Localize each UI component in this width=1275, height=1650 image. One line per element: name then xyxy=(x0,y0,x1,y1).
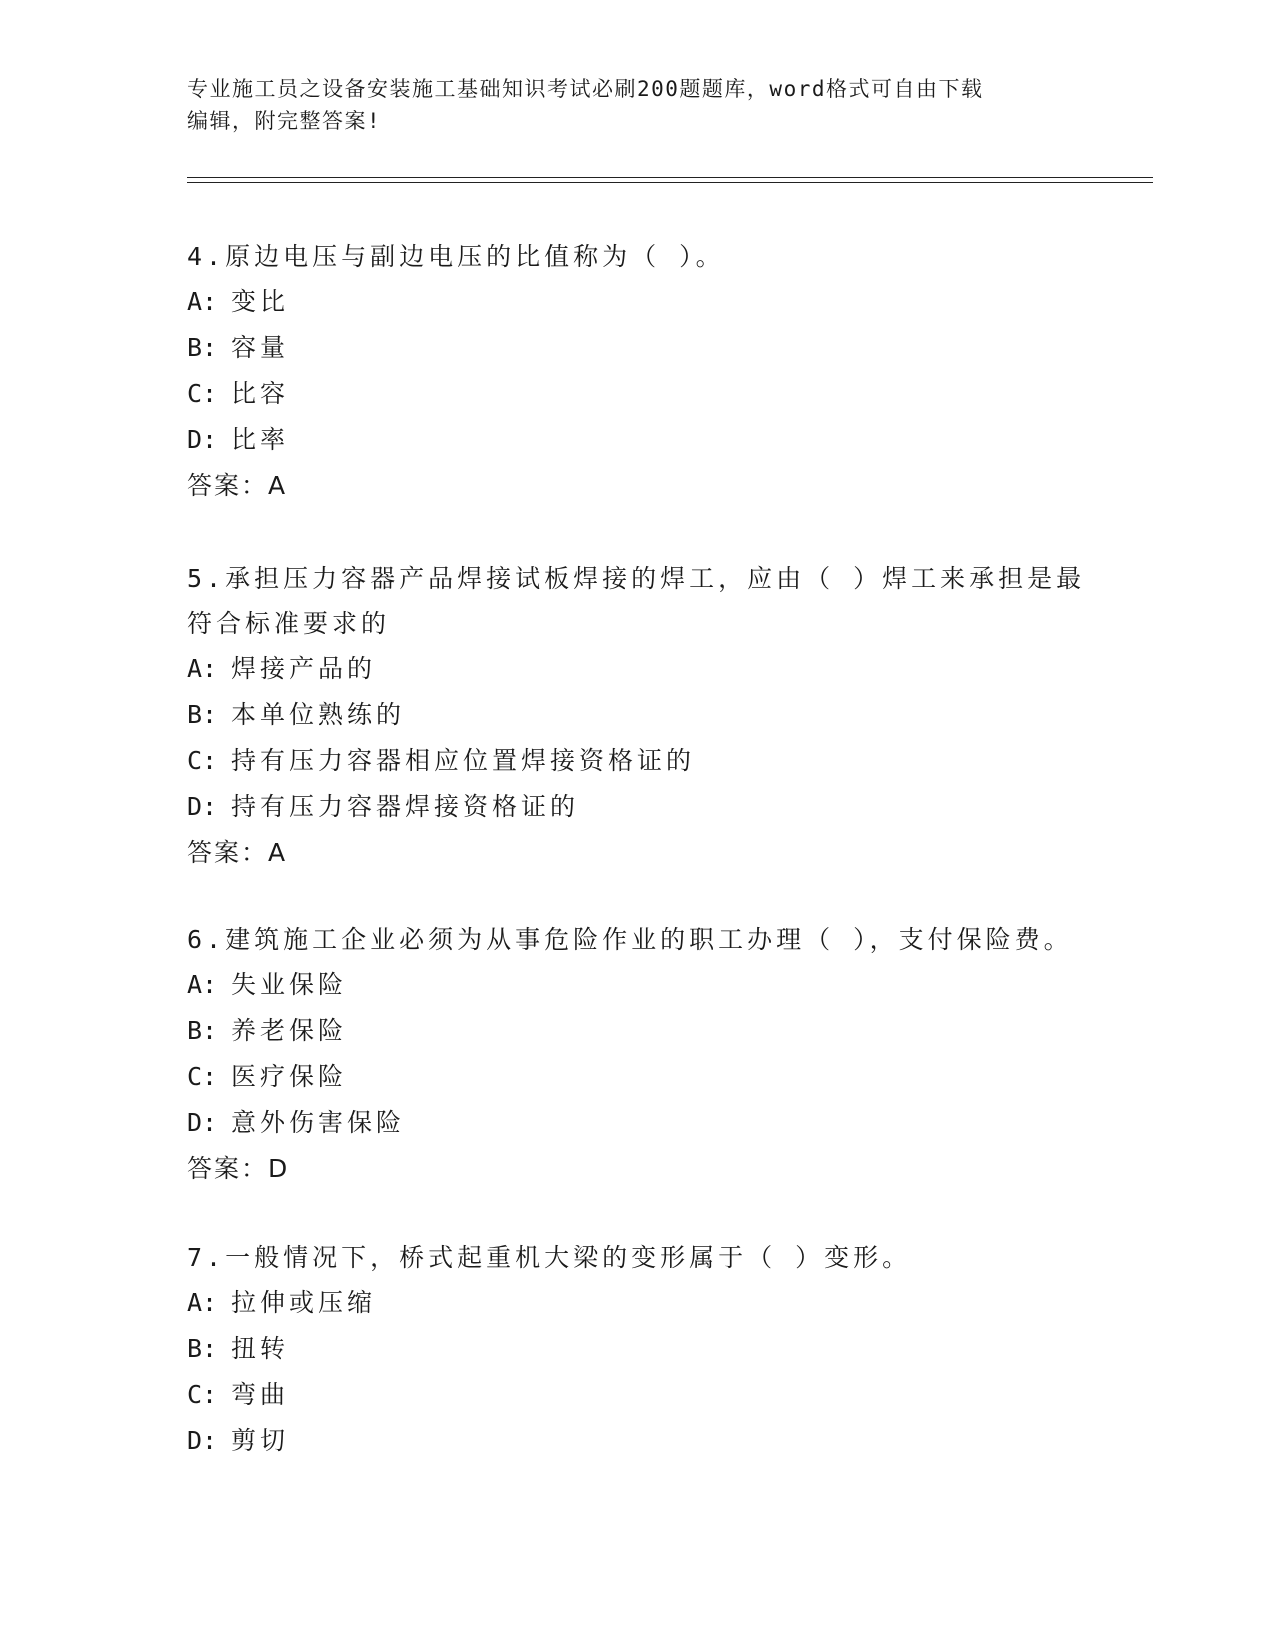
question-stem: 4.原边电压与副边电压的比值称为（ ）。 xyxy=(187,242,725,271)
option-d xyxy=(187,417,1087,463)
option-c xyxy=(187,1372,1087,1418)
option-text: 意外伤害保险 xyxy=(231,1108,406,1137)
option-b xyxy=(187,1326,1087,1372)
option-c xyxy=(187,738,1087,784)
question-7 xyxy=(187,1235,1087,1464)
option-key: A: xyxy=(187,654,218,683)
option-text: 扭转 xyxy=(231,1334,290,1363)
option-key: B: xyxy=(187,1016,218,1045)
option-c xyxy=(187,371,1087,417)
header-divider-top xyxy=(187,177,1153,178)
answer-label: 答案：D xyxy=(187,1154,290,1183)
header-title-line-2: 编辑，附完整答案! xyxy=(187,109,382,133)
option-a xyxy=(187,646,1087,692)
option-text: 变比 xyxy=(231,287,290,316)
answer-label: 答案：A xyxy=(187,471,288,500)
option-d xyxy=(187,1100,1087,1146)
question-5 xyxy=(187,556,1087,876)
question-6 xyxy=(187,917,1087,1192)
question-stem-line-2: 符合标准要求的 xyxy=(187,609,391,638)
option-text: 弯曲 xyxy=(231,1380,290,1409)
option-d xyxy=(187,1418,1087,1464)
option-key: A: xyxy=(187,1288,218,1317)
option-key: B: xyxy=(187,1334,218,1363)
option-text: 容量 xyxy=(231,333,290,362)
option-b xyxy=(187,1008,1087,1054)
option-key: C: xyxy=(187,746,218,775)
option-text: 剪切 xyxy=(231,1426,290,1455)
option-key: D: xyxy=(187,425,218,454)
option-text: 焊接产品的 xyxy=(231,654,377,683)
option-d xyxy=(187,784,1087,830)
option-key: D: xyxy=(187,1426,218,1455)
option-b xyxy=(187,692,1087,738)
question-4 xyxy=(187,234,1087,509)
header-divider-bottom xyxy=(187,182,1153,183)
answer-label: 答案：A xyxy=(187,838,288,867)
option-text: 本单位熟练的 xyxy=(231,700,406,729)
option-text: 比率 xyxy=(231,425,290,454)
option-text: 医疗保险 xyxy=(231,1062,348,1091)
option-key: C: xyxy=(187,1062,218,1091)
option-b xyxy=(187,325,1087,371)
header-title-line-1: 专业施工员之设备安装施工基础知识考试必刷200题题库，word格式可自由下载 xyxy=(187,77,984,101)
option-key: D: xyxy=(187,792,218,821)
option-key: D: xyxy=(187,1108,218,1137)
option-text: 持有压力容器相应位置焊接资格证的 xyxy=(231,746,696,775)
option-c xyxy=(187,1054,1087,1100)
option-text: 养老保险 xyxy=(231,1016,348,1045)
option-key: A: xyxy=(187,970,218,999)
document-header xyxy=(187,73,1087,137)
option-key: B: xyxy=(187,700,218,729)
option-text: 拉伸或压缩 xyxy=(231,1288,377,1317)
option-key: B: xyxy=(187,333,218,362)
option-a xyxy=(187,962,1087,1008)
option-a xyxy=(187,279,1087,325)
option-text: 比容 xyxy=(231,379,290,408)
question-stem: 6.建筑施工企业必须为从事危险作业的职工办理（ ），支付保险费。 xyxy=(187,925,1073,954)
question-stem: 7.一般情况下，桥式起重机大梁的变形属于（ ）变形。 xyxy=(187,1243,912,1272)
option-key: C: xyxy=(187,1380,218,1409)
option-key: A: xyxy=(187,287,218,316)
option-text: 持有压力容器焊接资格证的 xyxy=(231,792,580,821)
option-a xyxy=(187,1280,1087,1326)
question-stem-line-1: 5.承担压力容器产品焊接试板焊接的焊工，应由（ ）焊工来承担是最 xyxy=(187,564,1086,593)
option-text: 失业保险 xyxy=(231,970,348,999)
option-key: C: xyxy=(187,379,218,408)
